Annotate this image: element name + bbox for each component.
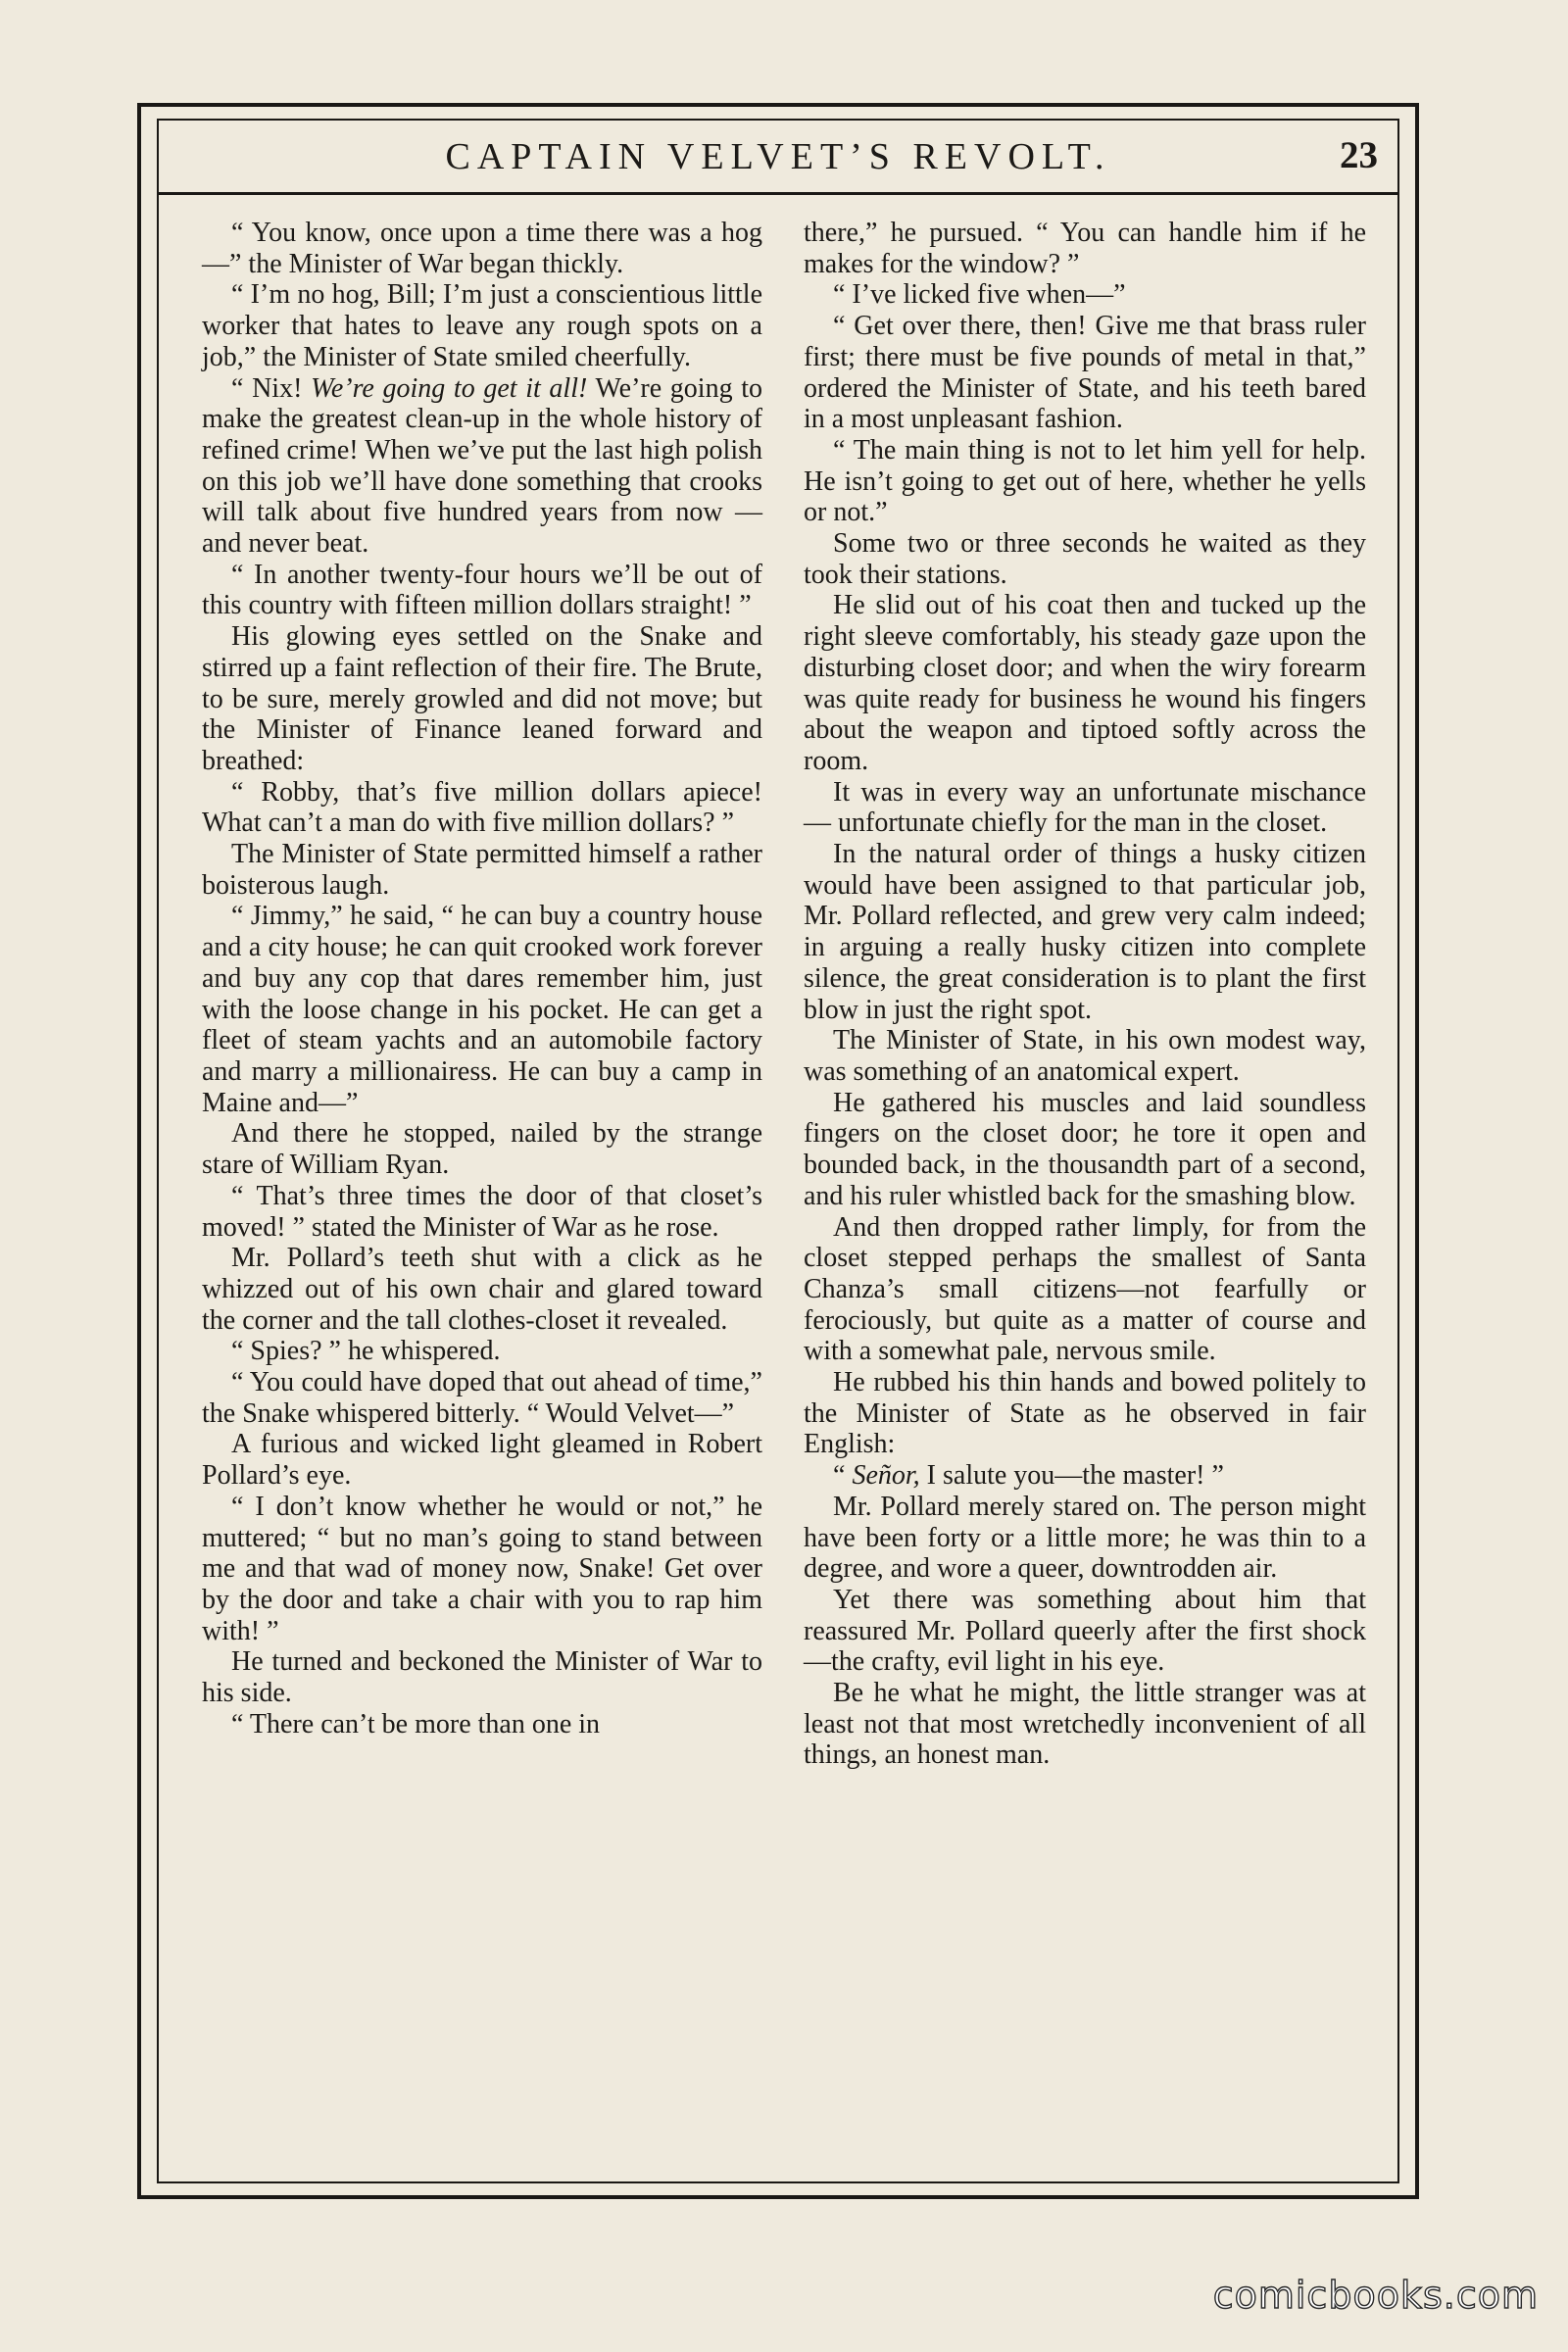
paragraph: “ You could have doped that out ahead of time,” the Snake whispered bitterly. “ Would Velvet—” (202, 1367, 762, 1429)
paragraph: In the natural order of things a husky citizen would have been assigned to that particular job, Mr. Pollard reflected, and grew very calm indeed; in arguing a really husky citizen into complete silence, the great consideration is to plant the first blow in just the right spot. (804, 839, 1366, 1025)
paragraph: Yet there was something about him that reassured Mr. Pollard queerly after the first shock—the crafty, evil light in his eye. (804, 1584, 1366, 1678)
paragraph: A furious and wicked light gleamed in Robert Pollard’s eye. (202, 1429, 762, 1492)
running-head (157, 131, 1399, 186)
paragraph: “ That’s three times the door of that closet’s moved! ” stated the Minister of War as he rose. (202, 1180, 762, 1243)
paragraph: “ Jimmy,” he said, “ he can buy a country house and a city house; he can quit crooked work forever and buy any cop that dares remember him, just with the loose change in his pocket. He can get a fleet of steam yachts and an automobile factory and marry a millionairess. He can buy a camp in Maine and—” (202, 901, 762, 1118)
paragraph: “ Nix! We’re going to get it all! We’re going to make the greatest clean-up in the whole history of refined crime! When we’ve put the last high polish on this job we’ll have done something that crooks will talk about five hundred years from now — and never beat. (202, 372, 762, 560)
running-title: CAPTAIN VELVET’S REVOLT. (445, 136, 1111, 177)
paragraph: Mr. Pollard merely stared on. The person might have been forty or a little more; he was thin to a degree, and wore a queer, downtrodden air. (804, 1491, 1366, 1585)
watermark-logo: comicbooks.com (1212, 2274, 1539, 2317)
paragraph: He turned and beckoned the Minister of War to his side. (202, 1646, 762, 1709)
paragraph: The Minister of State, in his own modest way, was something of an anatomical expert. (804, 1025, 1366, 1087)
paragraph: And there he stopped, nailed by the strange stare of William Ryan. (202, 1118, 762, 1181)
header-rule (157, 192, 1399, 195)
paragraph: He slid out of his coat then and tucked up the right sleeve comfortably, his steady gaze upon the disturbing closet door; and when the wiry forearm was quite ready for business he wound his fingers about the weapon and tiptoed softly across the room. (804, 590, 1366, 776)
paragraph: “ You know, once upon a time there was a hog—” the Minister of War began thickly. (202, 218, 762, 279)
paragraph: “ I’ve licked five when—” (833, 279, 1126, 311)
paragraph: The Minister of State permitted himself a rather boisterous laugh. (202, 839, 762, 901)
paragraph: “ The main thing is not to let him yell for help. He isn’t going to get out of here, whether he yells or not.” (804, 434, 1366, 528)
paragraph: It was in every way an unfortunate mischance — unfortunate chiefly for the man in the closet. (804, 776, 1366, 839)
page-number: 23 (1340, 134, 1378, 176)
paragraph: His glowing eyes settled on the Snake and stirred up a faint reflection of their fire. The Brute, to be sure, merely growled and did not move; but the Minister of Finance leaned forward and breathed: (202, 621, 762, 776)
paragraph: And then dropped rather limply, for from the closet stepped perhaps the smallest of Santa Chanza’s small citizens—not fearfully or ferociously, but quite as a matter of course and with a somewhat pale, nervous smile. (804, 1211, 1366, 1367)
text-column-left (202, 218, 762, 1740)
paragraph: “ Señor, I salute you—the master! ” (833, 1460, 1224, 1492)
paragraph: He gathered his muscles and laid soundless fingers on the closet door; he tore it open and bounded back, in the thousandth part of a second, and his ruler whistled back for the smashing blow. (804, 1087, 1366, 1211)
paragraph: Mr. Pollard’s teeth shut with a click as he whizzed out of his own chair and glared toward the corner and the tall clothes-closet it revealed. (202, 1243, 762, 1336)
paragraph: “ I don’t know whether he would or not,” he muttered; “ but no man’s going to stand between me and that wad of money now, Snake! Get over by the door and take a chair with you to rap him with! ” (202, 1491, 762, 1646)
text-column-right (804, 218, 1366, 1771)
paragraph: Some two or three seconds he waited as they took their stations. (804, 528, 1366, 590)
paragraph: “ I’m no hog, Bill; I’m just a conscientious little worker that hates to leave any rough spots on a job,” the Minister of State smiled cheerfully. (202, 279, 762, 372)
paragraph: “ Get over there, then! Give me that brass ruler first; there must be five pounds of metal in that,” ordered the Minister of State, and his teeth bared in a most unpleasant fashion. (804, 311, 1366, 435)
paragraph: “ There can’t be more than one in (231, 1708, 601, 1740)
paragraph: “ In another twenty-four hours we’ll be out of this country with fifteen million dollars straight! ” (202, 559, 762, 621)
paragraph: He rubbed his thin hands and bowed politely to the Minister of State as he observed in fair English: (804, 1367, 1366, 1460)
paragraph: Be he what he might, the little stranger was at least not that most wretchedly inconvenient of all things, an honest man. (804, 1678, 1366, 1771)
paragraph: there,” he pursued. “ You can handle him if he makes for the window? ” (804, 218, 1366, 279)
paragraph: “ Spies? ” he whispered. (231, 1336, 501, 1367)
paragraph: “ Robby, that’s five million dollars apiece! What can’t a man do with five million dollars? ” (202, 776, 762, 839)
